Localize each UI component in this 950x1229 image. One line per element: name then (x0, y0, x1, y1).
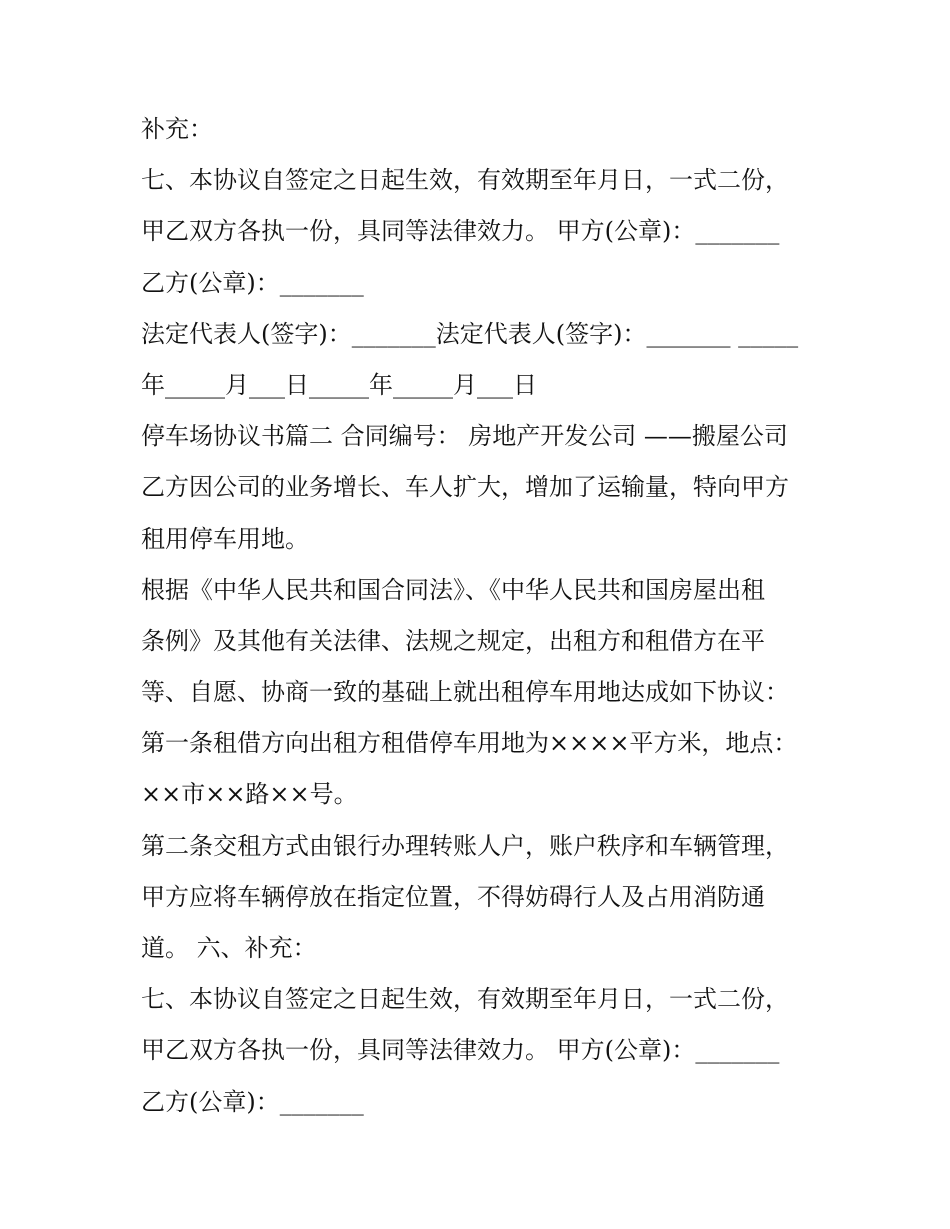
text-line: 等、自愿、协商一致的基础上就出租停车用地达成如下协议： (141, 678, 789, 707)
text-line: 甲乙双方各执一份，具同等法律效力。 甲方(公章)：_______ (141, 217, 780, 246)
text-line: ××市××路××号。 (141, 780, 358, 809)
text-line: 甲方应将车辆停放在指定位置，不得妨碍行人及占用消防通 (141, 882, 765, 911)
text-line: 第二条交租方式由银行办理转账人户，账户秩序和车辆管理， (141, 831, 789, 860)
text-line: 甲乙双方各执一份，具同等法律效力。 甲方(公章)：_______ (141, 1036, 780, 1065)
text-line: 补充： (141, 115, 213, 143)
document-body (141, 104, 821, 1128)
text-line: 停车场协议书篇二 合同编号： 房地产开发公司 ——搬屋公司 (141, 422, 788, 451)
text-line: 乙方(公章)：_______ (141, 268, 364, 297)
text-line: 七、本协议自签定之日起生效，有效期至年月日，一式二份， (141, 985, 789, 1014)
text-line: 法定代表人(签字)：_______法定代表人(签字)：_______ _____ (141, 319, 799, 348)
text-line: 年_____月___日_____年_____月___日 (141, 370, 537, 399)
text-line: 道。 六、补充： (141, 934, 317, 962)
text-line: 乙方(公章)：_______ (141, 1087, 364, 1116)
text-line: 条例》及其他有关法律、法规之规定，出租方和租借方在平 (141, 626, 765, 655)
text-line: 乙方因公司的业务增长、车人扩大，增加了运输量，特向甲方 (141, 473, 789, 502)
text-line: 租用停车用地。 (141, 524, 309, 553)
text-line: 第一条租借方向出租方租借停车用地为××××平方米，地点： (141, 729, 798, 758)
text-line: 根据《中华人民共和国合同法》、《中华人民共和国房屋出租 (141, 575, 765, 604)
text-line: 七、本协议自签定之日起生效，有效期至年月日，一式二份， (141, 166, 789, 195)
